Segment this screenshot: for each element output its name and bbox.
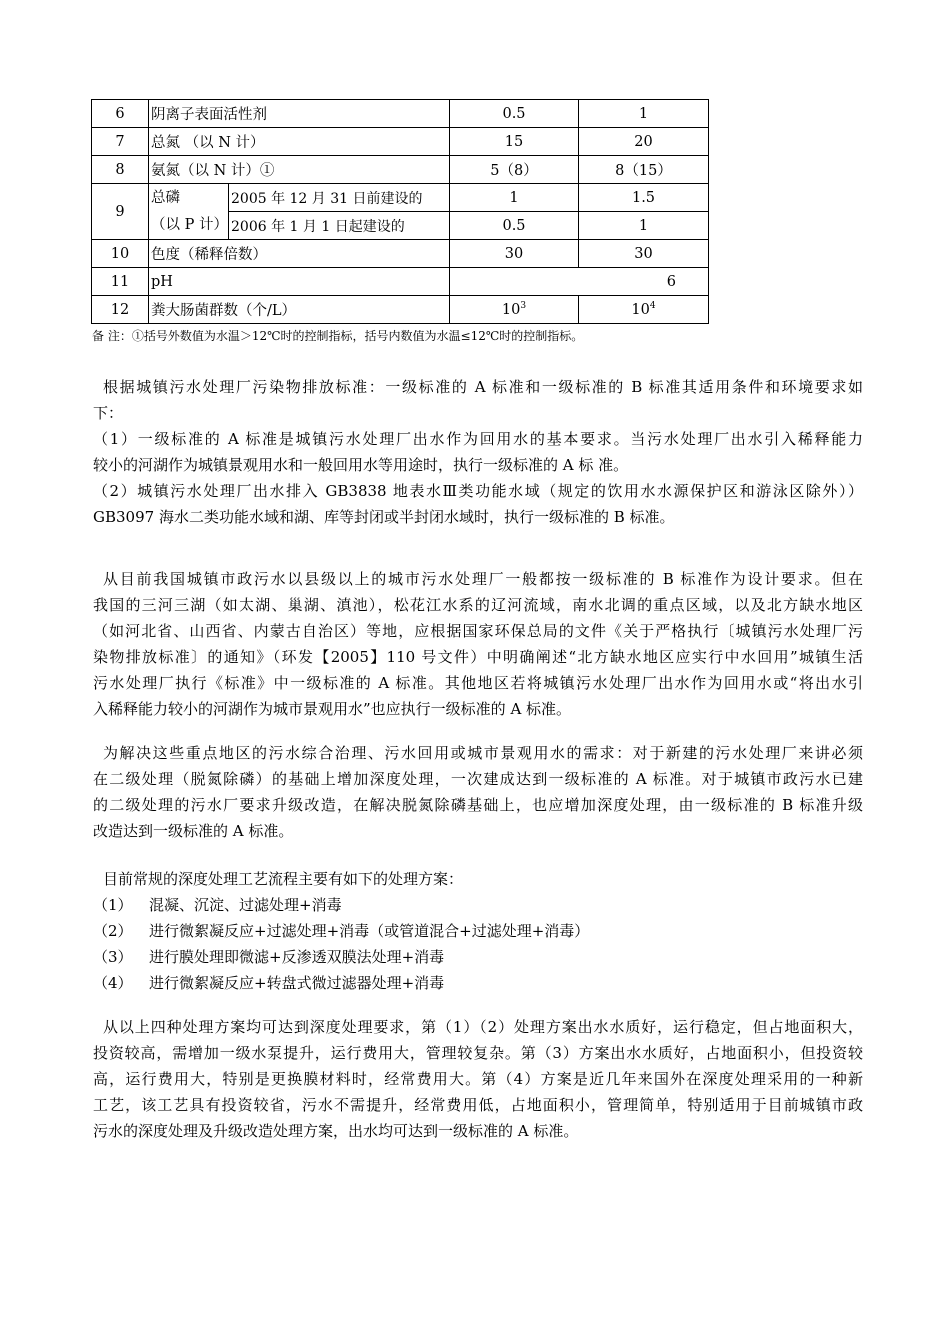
list-text: 进行膜处理即微滤+反渗透双膜法处理+消毒: [149, 948, 445, 966]
text-line: 的二级处理的污水厂要求升级改造，在解决脱氮除磷基础上，也应增加深度处理，由一级标准的 B 标准升级: [93, 796, 863, 814]
standard-b-value: 30: [579, 240, 709, 268]
text-line: 高，运行费用大，特别是更换膜材料时，经常费用大。第（4）方案是近几年来国外在深度处理采用的一种新: [93, 1070, 863, 1088]
text-line: （2）城镇污水处理厂出水排入 GB3838 地表水Ⅲ类功能水域（规定的饮用水水源保护区和游泳区除外））: [93, 482, 863, 500]
row-number: 9: [92, 184, 149, 240]
paragraph-comparison: [93, 1014, 863, 1144]
control-item-total-phosphorus: [149, 184, 229, 240]
standard-a-value: [450, 296, 579, 324]
table-row: [92, 156, 709, 184]
paragraph-treatment-options: [93, 866, 863, 996]
build-date-condition: 2006 年 1 月 1 日起建设的: [229, 212, 450, 240]
text-line: 我国的三河三湖（如太湖、巢湖、滇池），松花江水系的辽河流域，南水北调的重点区域，以及北方缺水地区: [93, 596, 863, 614]
text-line: 从目前我国城镇市政污水以县级以上的城市污水处理厂一般都按一级标准的 B 标准作为设计要求。但在: [103, 570, 863, 588]
list-number: （1）: [93, 896, 133, 914]
paragraph-current-situation: [93, 566, 863, 722]
standard-b-value: 1.5: [579, 184, 709, 212]
standard-a-value: 0.5: [450, 100, 579, 128]
text-line: 较小的河湖作为城镇景观用水和一般回用水等用途时，执行一级标准的 A 标 准。: [93, 456, 629, 474]
list-item: [93, 970, 863, 996]
text-line: 在二级处理（脱氮除磷）的基础上增加深度处理，一次建成达到一级标准的 A 标准。对于城镇市政污水已建: [93, 770, 863, 788]
text-line: 染物排放标准〕的通知》（环发【2005】110 号文件）中明确阐述“北方缺水地区应实行中水回用”城镇生活: [93, 648, 863, 666]
list-number: （3）: [93, 948, 133, 966]
table-footnote: 备 注：①括号外数值为水温＞12℃时的控制指标，括号内数值为水温≤12℃时的控制指标。: [92, 329, 584, 343]
table-row: [92, 296, 709, 324]
table-row: [92, 240, 709, 268]
list-text: 进行微絮凝反应+转盘式微过滤器处理+消毒: [149, 974, 445, 992]
text-line: 污水处理厂执行《标准》中一级标准的 A 标准。其他地区若将城镇污水处理厂出水作为回用水或“将出水引: [93, 674, 863, 692]
text-line: 目前常规的深度处理工艺流程主要有如下的处理方案：: [103, 870, 464, 888]
text-line: 根据城镇污水处理厂污染物排放标准：一级标准的 A 标准和一级标准的 B 标准其适用条件和环境要求如: [103, 378, 863, 396]
list-text: 混凝、沉淀、过滤处理+消毒: [149, 896, 342, 914]
base: 10: [501, 301, 521, 318]
list-number: （4）: [93, 974, 133, 992]
row-number: 11: [92, 268, 149, 296]
standard-a-value: 15: [450, 128, 579, 156]
text-line: 从以上四种处理方案均可达到深度处理要求，第（1）（2）处理方案出水水质好，运行稳定，但占地面积大，: [103, 1018, 863, 1036]
control-item: 阴离子表面活性剂: [149, 100, 450, 128]
standard-a-value: 30: [450, 240, 579, 268]
list-text: 进行微絮凝反应+过滤处理+消毒（或管道混合+过滤处理+消毒）: [149, 922, 590, 940]
list-item: [93, 892, 863, 918]
control-item: 氨氮（以 N 计）①: [149, 156, 450, 184]
control-item-line: （以 P 计）: [151, 216, 228, 233]
text-line: GB3097 海水二类功能水域和湖、库等封闭或半封闭水域时，执行一级标准的 B 标准。: [93, 508, 675, 526]
base: 10: [631, 301, 650, 318]
list-item: [93, 918, 863, 944]
row-number: 12: [92, 296, 149, 324]
standard-a-value: 0.5: [450, 212, 579, 240]
list-number: （2）: [93, 922, 133, 940]
list-item: [93, 944, 863, 970]
text-line: 下：: [93, 404, 124, 422]
standard-b-value: [579, 296, 709, 324]
row-number: 7: [92, 128, 149, 156]
standard-a-value: 1: [450, 184, 579, 212]
text-line: （1）一级标准的 A 标准是城镇污水处理厂出水作为回用水的基本要求。当污水处理厂出水引入稀释能力: [93, 430, 863, 448]
text-line: 为解决这些重点地区的污水综合治理、污水回用或城市景观用水的需求：对于新建的污水处理厂来讲必须: [103, 744, 863, 762]
paragraph-requirements: [93, 740, 863, 844]
text-line: 污水的深度处理及升级改造处理方案，出水均可达到一级标准的 A 标准。: [93, 1122, 579, 1140]
discharge-standard-table: [91, 99, 709, 324]
table-row: [92, 268, 709, 296]
paragraph-standards: [93, 374, 863, 530]
row-number: 8: [92, 156, 149, 184]
text-line: 入稀释能力较小的河湖作为城市景观用水”也应执行一级标准的 A 标准。: [93, 700, 572, 718]
standard-b-value: 20: [579, 128, 709, 156]
standard-b-value: 8（15）: [579, 156, 709, 184]
text-line: 改造达到一级标准的 A 标准。: [93, 822, 294, 840]
row-number: 10: [92, 240, 149, 268]
build-date-condition: 2005 年 12 月 31 日前建设的: [229, 184, 450, 212]
row-number: 6: [92, 100, 149, 128]
text-line: （如河北省、山西省、内蒙古自治区）等地，应根据国家环保总局的文件《关于严格执行〔城镇污水处理厂污: [93, 622, 863, 640]
text-line: 投资较高，需增加一级水泵提升，运行费用大，管理较复杂。第（3）方案出水水质好，占地面积小，但投资较: [93, 1044, 863, 1062]
text-line: 工艺，该工艺具有投资较省，污水不需提升，经常费用低，占地面积小，管理简单，特别适用于目前城镇市政: [93, 1096, 863, 1114]
table-row: [92, 184, 709, 212]
control-item: pH: [149, 268, 450, 296]
control-item: 色度（稀释倍数）: [149, 240, 450, 268]
exponent: 4: [649, 300, 656, 311]
control-item: 总氮 （以 N 计）: [149, 128, 450, 156]
merged-value: 6: [450, 268, 709, 296]
standard-b-value: 1: [579, 100, 709, 128]
control-item: 粪大肠菌群数（个/L）: [149, 296, 450, 324]
table-row: [92, 100, 709, 128]
table-row: [92, 128, 709, 156]
control-item-line: 总磷: [151, 189, 180, 206]
standard-b-value: 1: [579, 212, 709, 240]
exponent: 3: [520, 300, 527, 311]
standard-a-value: 5（8）: [450, 156, 579, 184]
